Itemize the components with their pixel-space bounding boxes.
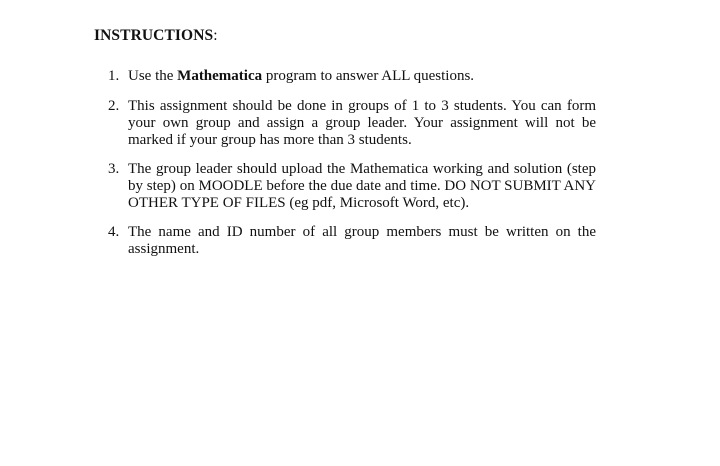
instruction-item-3 (108, 161, 596, 212)
instruction-text: The group leader should upload the Mathematica working and solution (step by step) on MOODLE before the due date and time. DO NOT SUBMIT ANY OTHER TYPE OF FILES (eg pdf, Microsoft Word, etc). (128, 161, 596, 211)
instruction-item-1 (108, 68, 596, 85)
instruction-text-end: program to answer ALL questions. (262, 68, 475, 84)
instructions-heading (94, 27, 218, 45)
instructions-list (108, 68, 596, 271)
instruction-text: The name and ID number of all group members must be written on the assignment. (128, 224, 596, 257)
instructions-heading-text: INSTRUCTIONS (94, 27, 214, 44)
instruction-bold-term: Mathematica (177, 68, 263, 84)
instruction-number: 2. (108, 98, 120, 114)
instruction-text-start: Use the (128, 68, 178, 84)
instruction-item-2 (108, 98, 596, 149)
instruction-number: 3. (108, 161, 120, 177)
instruction-number: 4. (108, 224, 120, 240)
instruction-item-4 (108, 224, 596, 258)
instruction-number: 1. (108, 68, 120, 84)
instruction-text: This assignment should be done in groups of 1 to 3 students. You can form your own group and assign a group leader. Your assignment will not be marked if your group has more than 3 students. (128, 98, 596, 148)
instructions-heading-colon: : (213, 27, 218, 44)
